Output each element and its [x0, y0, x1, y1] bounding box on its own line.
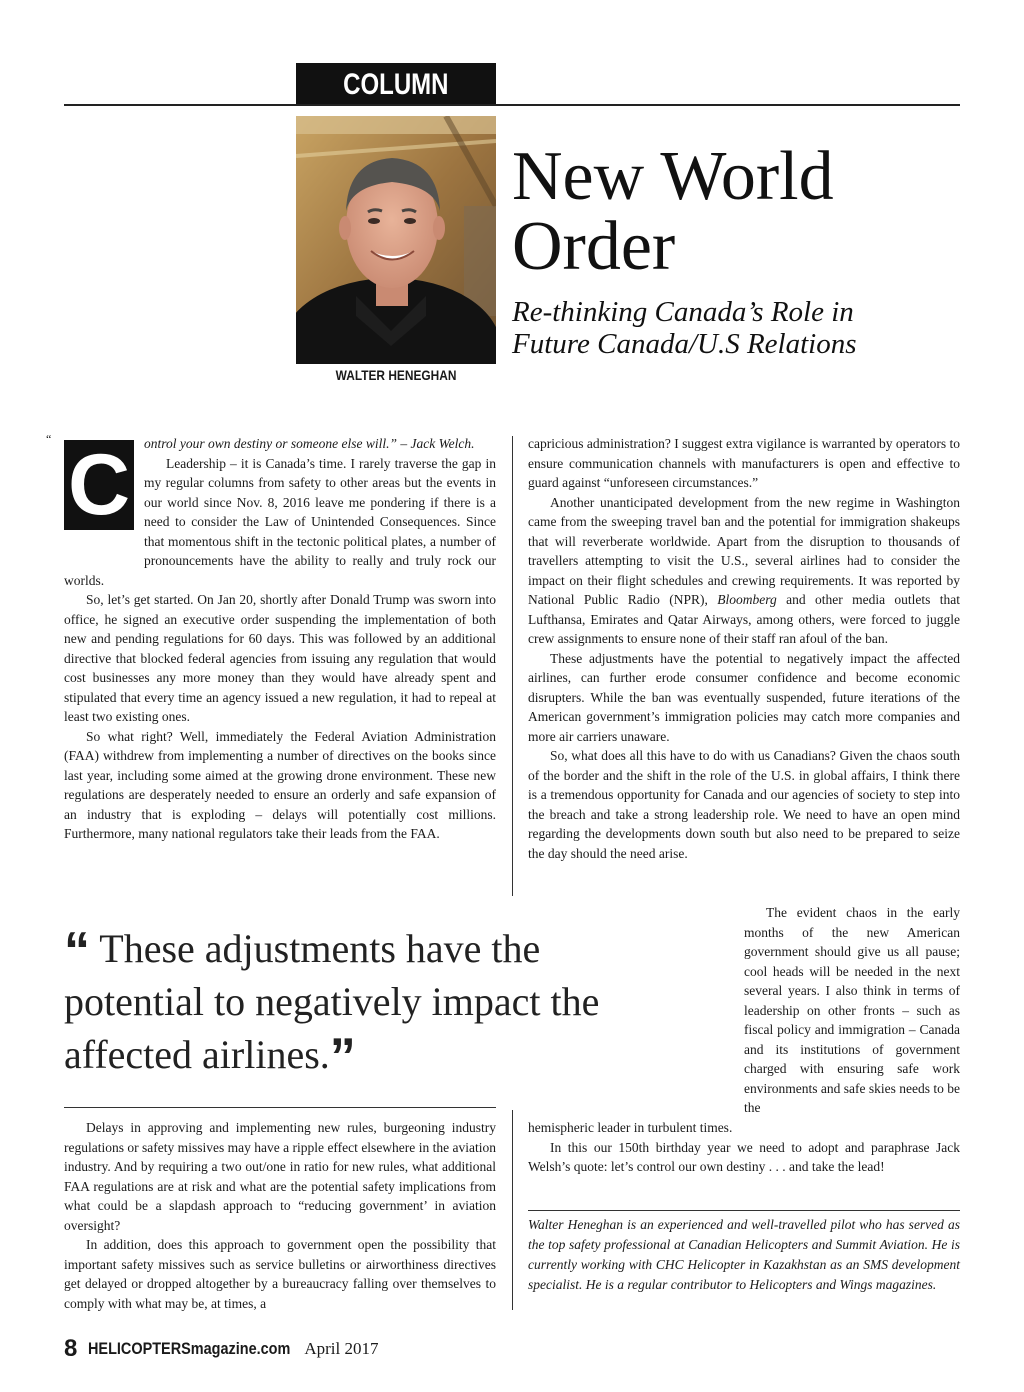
- paragraph: capricious administration? I suggest extra vigilance is warranted by operators to ensure communication channels with manufacturers is open and effective to guard against “unforeseen circumstances.”: [528, 436, 960, 490]
- column-1-text: [64, 434, 496, 844]
- page-number: 8: [64, 1335, 78, 1362]
- column-2-text: [528, 434, 960, 863]
- pull-quote-rule: [64, 1107, 496, 1108]
- page-footer: [64, 1335, 378, 1363]
- article-subtitle: [512, 296, 972, 360]
- paragraph: In this our 150th birthday year we need to adopt and paraphrase Jack Welsh’s quote: let’s control our own destiny . . . and take the lead!: [528, 1139, 960, 1174]
- paragraph: So, what does all this have to do with us Canadians? Given the chaos south of the border and the shift in the role of the U.S. in global affairs, I think there is a tremendous opportunity for Canada and our agencies of society to step into the breach and take a strong leadership role. We need to have an open mind regarding the developments down south but also need to be prepared to seize the day should the need arise.: [528, 748, 960, 861]
- paragraph: In addition, does this approach to government open the possibility that important safety missives such as service bulletins or airworthiness directives get delayed or dropped altogether by a bureaucracy falling over themselves to comply with what may be, at times, a: [64, 1237, 496, 1311]
- paragraph: Another unanticipated development from the new regime in Washington came from the sweeping travel ban and the potential for immigration shakeups that will reverberate worldwide. Apart from the disruption to thousands of travellers attempting to visit the U.S., several airlines had to consider the impact on their flight schedules and crewing requirements. It was reported by National Public Radio (NPR), Bloomberg and other media outlets that Lufthansa, Emirates and Qatar Airways, among others, were forced to juggle crew assignments to ensure none of their staff ran afoul of the ban.: [528, 494, 961, 646]
- column-divider-bottom: [512, 1110, 513, 1310]
- bio-rule: [528, 1210, 960, 1211]
- author-name: WALTER HENEGHAN: [335, 367, 457, 383]
- subtitle-line-1: Re-thinking Canada’s Role in: [512, 296, 854, 328]
- issue-date: April 2017: [304, 1339, 379, 1358]
- pull-quote-text: These adjustments have the potential to negatively impact the affected airlines.: [64, 926, 600, 1077]
- paragraph: hemispheric leader in turbulent times.: [528, 1120, 733, 1135]
- author-photo: [296, 116, 496, 364]
- pull-quote: [64, 922, 624, 1086]
- lead-quote: ontrol your own destiny or someone else will.” – Jack Welch.: [144, 436, 475, 451]
- magazine-website: HELICOPTERSmagazine.com: [87, 1339, 291, 1358]
- drop-cap-spacer: [64, 434, 144, 560]
- author-portrait-illustration: [296, 116, 496, 364]
- paragraph: Leadership – it is Canada’s time. I rarely traverse the gap in my regular columns from safety to other areas but the events in our world since Nov. 8, 2016 leave me pondering if there is a need to consider the Law of Unintended Consequences. Since that momentous shift in the tectonic political plates, a number of pronouncements have the ability to really and truly rock our worlds.: [64, 455, 496, 588]
- paragraph: So, let’s get started. On Jan 20, shortly after Donald Trump was sworn into office, he signed an executive order suspending the implementation of both new and pending regulations for 60 days. This was followed by an additional directive that blocked federal agencies from issuing any regulation that would cost businesses any more money than they would have already spent and stipulated that every time an agency issued a new regulation, it had to repeal at least two existing ones.: [64, 592, 496, 724]
- paragraph: These adjustments have the potential to negatively impact the affected airlines, can further erode consumer confidence and become economic disrupters. While the ban was eventually suspended, future iterations of the American government’s immigration policies may catch more companies and more air carriers unaware.: [528, 650, 960, 744]
- paragraph: The evident chaos in the early months of the new American government should give us all pause; cool heads will be needed in the next several years. I also think in terms of leadership on other fronts – such as fiscal policy and immigration – Canada and its institutions of government charged with ensuring safe work environments and safe skies needs to be the: [744, 905, 960, 1115]
- paragraph: Delays in approving and implementing new rules, burgeoning industry regulations or safety missives may have a ripple effect elsewhere in the aviation industry. And by requiring a two out/one in ratio for new rules, what additional FAA regulations are at risk and what are the potential safety implications from what could be a slapdash approach to “reducing government’ in aviation oversight?: [64, 1120, 496, 1233]
- column-1-bottom-text: [64, 1118, 496, 1313]
- title-line-1: New World: [512, 138, 834, 215]
- article-title: [512, 138, 972, 285]
- author-bio: Walter Heneghan is an experienced and well-travelled pilot who has served as the top safety professional at Canadian Helicopters and Summit Aviation. He is currently working with CHC Helicopter in Kazakhstan as an SMS development specialist. He is a regular contributor to Helicopters and Wings magazines.: [528, 1217, 960, 1292]
- paragraph: So what right? Well, immediately the Federal Aviation Administration (FAA) withdrew from implementing a number of directives on the books since last year, including some aimed at the growing drone environment. These new regulations are desperately needed to ensure an orderly and safe expansion of an industry that is exploding – delays will potentially cost millions. Furthermore, many national regulators take their leads from the FAA.: [64, 728, 496, 841]
- column-label: COLUMN: [296, 63, 496, 105]
- column-2-bottom-text: [528, 1118, 960, 1177]
- publication-name: Bloomberg: [717, 592, 777, 607]
- opening-quote-mark: “: [46, 432, 52, 446]
- header-rule: [64, 104, 960, 106]
- column-2-narrow-text: [744, 903, 960, 1118]
- pull-quote-open-mark: “: [64, 922, 90, 980]
- pull-quote-close-mark: ”: [329, 1028, 356, 1086]
- title-line-2: Order: [512, 208, 676, 285]
- subtitle-line-2: Future Canada/U.S Relations: [512, 328, 857, 360]
- drop-cap: C: [64, 440, 134, 530]
- column-divider-top: [512, 436, 513, 896]
